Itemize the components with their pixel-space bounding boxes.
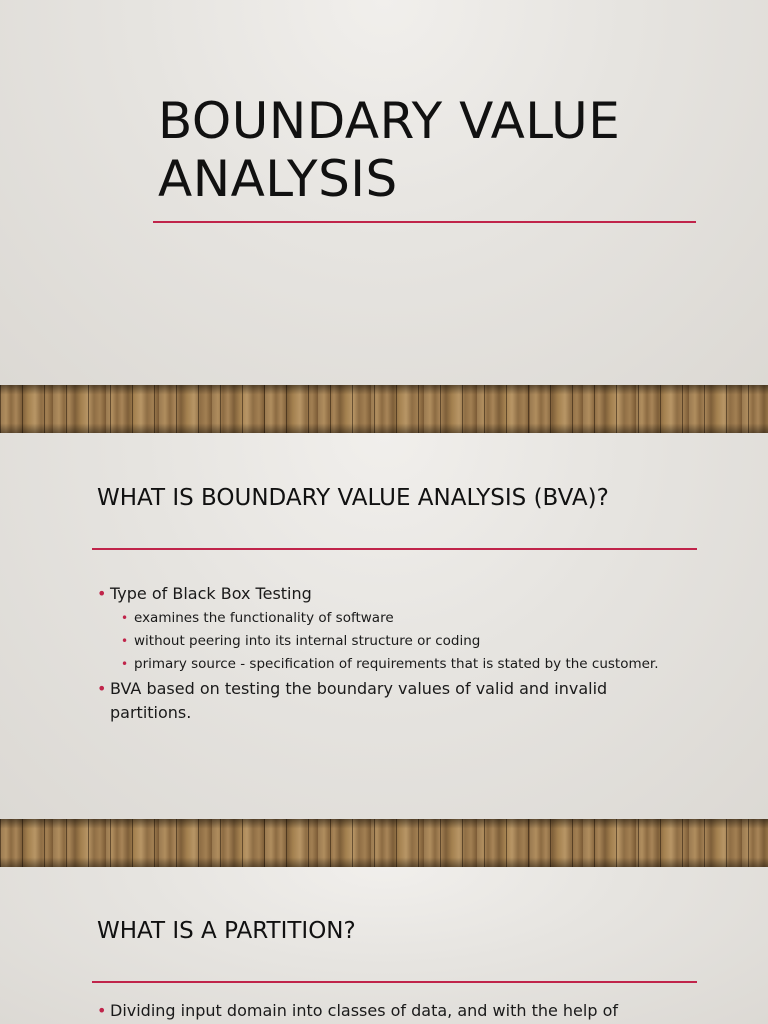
heading-divider [92,981,697,983]
sub-bullet-item: • primary source - specification of requirements that is stated by the customer. [121,654,697,674]
bullet-list [97,582,697,727]
slide-heading: WHAT IS A PARTITION? [97,918,356,944]
slide-title [0,0,768,385]
heading-divider [92,548,697,550]
wood-floor-separator [0,819,768,867]
slide-title-text: BOUNDARY VALUE ANALYSIS [158,92,621,208]
sub-bullet-item: • examines the functionality of software [121,608,697,628]
slide-what-is-partition [0,867,768,1024]
wood-floor-separator [0,385,768,433]
bullet-list [97,999,697,1024]
sub-bullet-item: • without peering into its internal structure or coding [121,631,697,651]
slide-what-is-bva [0,433,768,819]
title-divider [153,221,696,223]
bullet-item: • Type of Black Box Testing [97,582,697,606]
bullet-item: • BVA based on testing the boundary values of valid and invalid partitions. [97,677,640,725]
bullet-item: • Dividing input domain into classes of data, and with the help of [97,999,697,1023]
slide-heading: WHAT IS BOUNDARY VALUE ANALYSIS (BVA)? [97,485,609,511]
